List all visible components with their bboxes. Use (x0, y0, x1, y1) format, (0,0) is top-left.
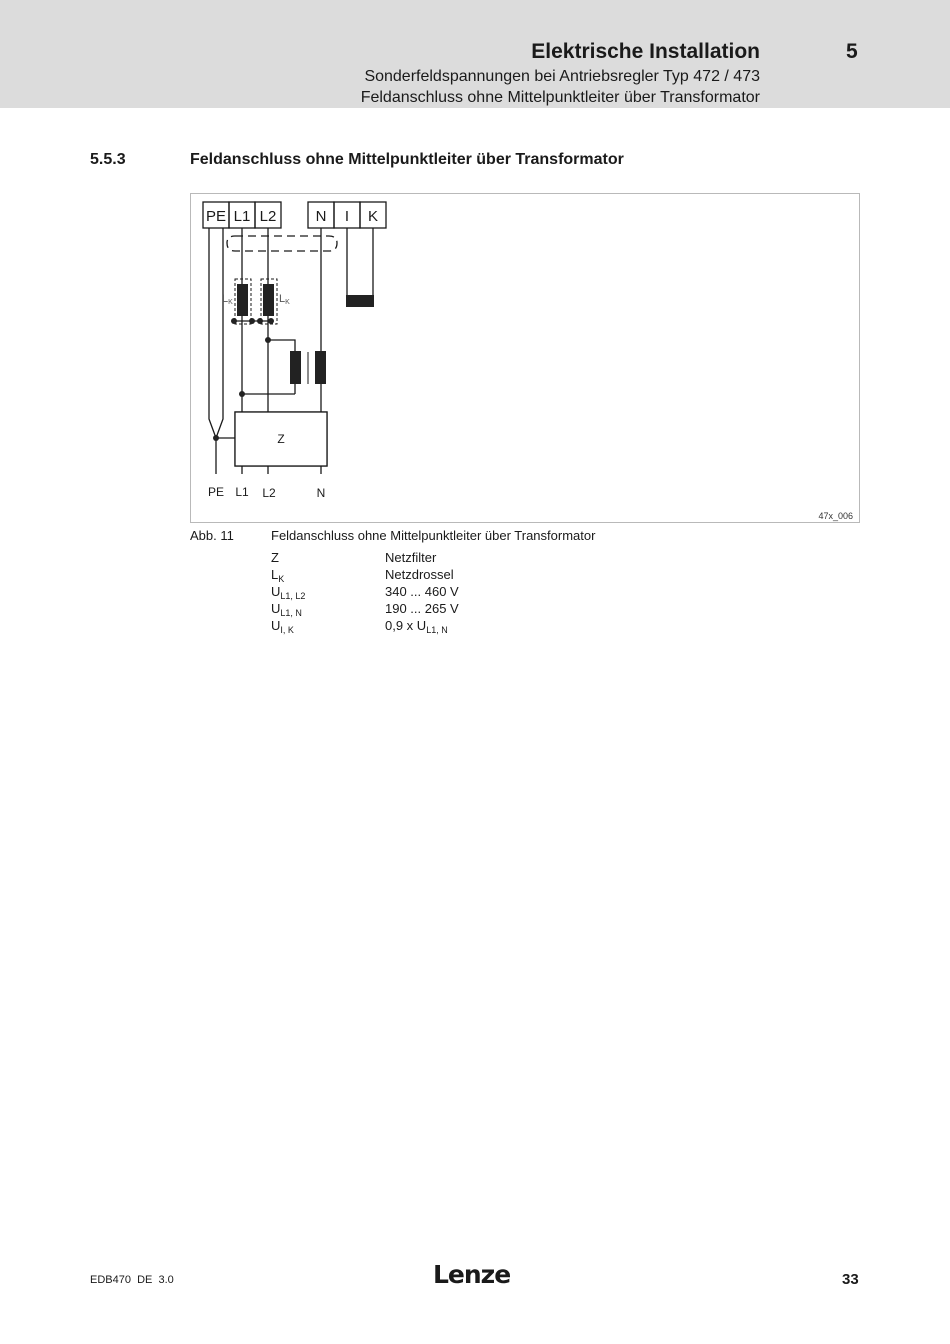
figure-id: 47x_006 (818, 511, 853, 521)
bottom-label-pe: PE (207, 485, 225, 499)
choke-core-l2 (263, 284, 274, 316)
legend-symbol: $U_{L1, N}$ (271, 601, 302, 618)
header-subtitle-2: Feldanschluss ohne Mittelpunktleiter über Transformator (360, 89, 760, 106)
terminal-label-l2: L2 (259, 208, 277, 225)
terminal-label-i: I (344, 208, 350, 225)
legend-symbol: Z (271, 550, 279, 565)
terminal-label-n: N (315, 208, 327, 225)
terminal-label-l1: L1 (233, 208, 251, 225)
bottom-label-l1: L1 (235, 485, 249, 499)
legend-description: Netzdrossel (385, 567, 454, 582)
choke-label-right: LK (279, 293, 290, 306)
wire-pe (209, 228, 223, 438)
figure-caption-label: Abb. 11 (190, 528, 234, 543)
choke-label-left: LK (222, 293, 233, 306)
bottom-label-n: N (316, 486, 326, 500)
header-subtitle-1: Sonderfeldspannungen bei Antriebsregler Typ 472 / 473 (364, 68, 760, 85)
choke-core-l1 (237, 284, 248, 316)
wiring-diagram (191, 194, 859, 522)
page-number: 33 (842, 1271, 859, 1288)
legend-description: 340 ... 460 V (385, 584, 459, 599)
transformer-core-2 (315, 351, 326, 384)
figure-caption-text: Feldanschluss ohne Mittelpunktleiter über Transformator (271, 528, 596, 543)
legend-description: 190 ... 265 V (385, 601, 459, 616)
legend-symbol: $U_{I, K}$ (271, 618, 294, 635)
wiring-diagram-figure (190, 193, 860, 523)
field-winding-load (346, 295, 374, 307)
section-number: 5.5.3 (90, 151, 126, 168)
lenze-logo: Lenze (433, 1260, 511, 1289)
legend-symbol: $L_K$ (271, 567, 285, 584)
filter-label: Z (277, 432, 285, 446)
legend-symbol: $U_{L1, L2}$ (271, 584, 306, 601)
terminal-label-k: K (367, 208, 379, 225)
transformer-core-1 (290, 351, 301, 384)
legend-description: 0,9 x $U_{L1, N}$ (385, 618, 448, 635)
chapter-title: Elektrische Installation (531, 40, 760, 63)
chapter-number: 5 (846, 40, 858, 63)
terminal-label-pe: PE (205, 208, 227, 225)
legend-description: Netzfilter (385, 550, 437, 565)
bottom-label-l2: L2 (262, 486, 276, 500)
section-title: Feldanschluss ohne Mittelpunktleiter über Transformator (190, 151, 624, 168)
footer-document-id: EDB470 DE 3.0 (90, 1274, 174, 1286)
